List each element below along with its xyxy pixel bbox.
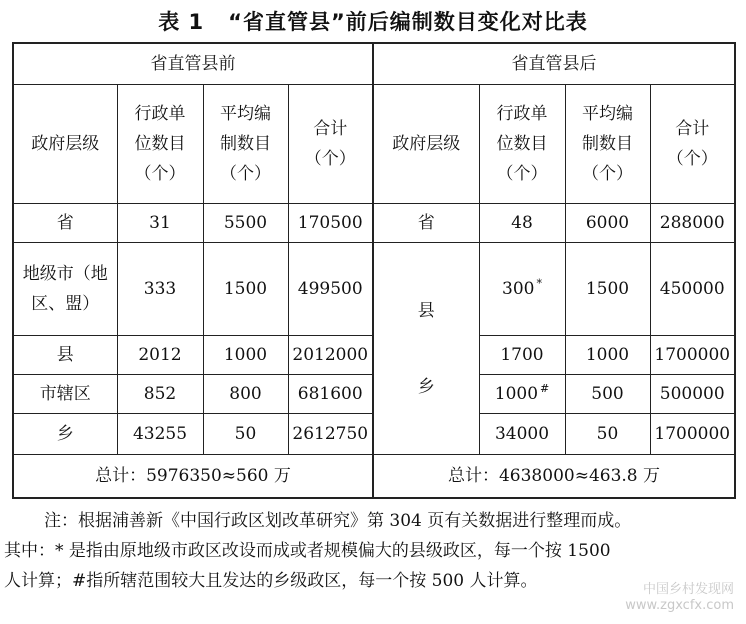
footnote-mark: * [536, 277, 542, 291]
col-header-units [117, 85, 203, 204]
after-header: 省直管县后 [373, 43, 735, 85]
before-units: 31 [117, 204, 203, 243]
before-total: 2012000 [288, 336, 373, 375]
after-total: 1700000 [650, 336, 735, 375]
col-header-avg-line: 制数目 [220, 134, 271, 154]
note-line: 人计算；#指所辖范围较大且发达的乡级政区，每一个按 500 人计算。 [4, 571, 538, 591]
after-level-town: 乡 [417, 376, 435, 397]
after-avg: 500 [565, 375, 650, 414]
col-header-total [288, 85, 373, 204]
watermark-name: 中国乡村发现网 [642, 582, 734, 597]
after-units-value: 1000 [494, 384, 539, 404]
before-level: 县 [13, 336, 117, 375]
col-header-avg [565, 85, 650, 204]
col-header-total-line: （个） [304, 149, 356, 169]
note-line: 其中：* 是指由原地级市政区改设而成或者规模偏大的县级政区，每一个按 1500 [4, 541, 611, 561]
watermark [625, 582, 734, 614]
col-header-level: 政府层级 [373, 85, 479, 204]
col-header-units-line: 行政单 [496, 104, 548, 124]
after-total: 288000 [650, 204, 735, 243]
col-header-level: 政府层级 [13, 85, 117, 204]
before-avg: 1000 [203, 336, 288, 375]
after-total: 1700000 [650, 414, 735, 455]
before-avg: 50 [203, 414, 288, 455]
before-avg: 5500 [203, 204, 288, 243]
col-header-total-line: 合计 [313, 119, 348, 139]
after-level: 省 [373, 204, 479, 243]
before-total: 170500 [288, 204, 373, 243]
table-title [0, 6, 746, 36]
table-row [13, 204, 735, 243]
before-level: 省 [13, 204, 117, 243]
before-total: 681600 [288, 375, 373, 414]
col-header-units-line: （个） [134, 164, 186, 184]
before-units: 2012 [117, 336, 203, 375]
after-units [479, 243, 565, 336]
note-line: 注：根据浦善新《中国行政区划改革研究》第 304 页有关数据进行整理而成。 [44, 511, 632, 531]
total-row [13, 455, 735, 499]
after-total: 500000 [650, 375, 735, 414]
col-header-avg-line: 平均编 [220, 104, 271, 124]
after-level-merged [373, 243, 479, 455]
after-level-county: 县 [417, 300, 435, 321]
footnote-mark: # [540, 382, 550, 396]
before-level: 市辖区 [13, 375, 117, 414]
col-header-units-line: 行政单 [134, 104, 186, 124]
col-header-units-line: 位数目 [496, 134, 548, 154]
before-level: 乡 [13, 414, 117, 455]
col-header-avg-line: 平均编 [582, 104, 633, 124]
before-units: 43255 [117, 414, 203, 455]
before-total: 2612750 [288, 414, 373, 455]
before-units: 852 [117, 375, 203, 414]
after-grand-total: 总计：4638000≈463.8 万 [373, 455, 735, 499]
before-units: 333 [117, 243, 203, 336]
after-units: 1700 [479, 336, 565, 375]
col-header-units [479, 85, 565, 204]
col-header-units-line: 位数目 [134, 134, 186, 154]
before-total: 499500 [288, 243, 373, 336]
before-grand-total: 总计：5976350≈560 万 [13, 455, 373, 499]
after-avg: 50 [565, 414, 650, 455]
col-header-avg-line: 制数目 [582, 134, 633, 154]
col-header-avg [203, 85, 288, 204]
after-units: 48 [479, 204, 565, 243]
table-title-text: “省直管县”前后编制数目变化对比表 [228, 10, 588, 34]
watermark-url: www.zgxcfx.com [625, 598, 734, 613]
table-number: 表 1 [158, 10, 205, 34]
before-level: 地级市（地区、盟） [13, 243, 117, 336]
after-units [479, 375, 565, 414]
col-header-units-line: （个） [496, 164, 548, 184]
before-avg: 1500 [203, 243, 288, 336]
col-header-total [650, 85, 735, 204]
col-header-total-line: 合计 [675, 119, 710, 139]
col-header-avg-line: （个） [220, 164, 271, 184]
col-header-avg-line: （个） [582, 164, 633, 184]
before-header: 省直管县前 [13, 43, 373, 85]
after-level-gap [374, 326, 479, 372]
after-units-value: 300 [502, 279, 535, 299]
after-avg: 1000 [565, 336, 650, 375]
before-avg: 800 [203, 375, 288, 414]
after-total: 450000 [650, 243, 735, 336]
after-avg: 6000 [565, 204, 650, 243]
after-units: 34000 [479, 414, 565, 455]
after-avg: 1500 [565, 243, 650, 336]
col-header-total-line: （个） [666, 149, 718, 169]
table-row [13, 243, 735, 336]
comparison-table [12, 42, 736, 499]
